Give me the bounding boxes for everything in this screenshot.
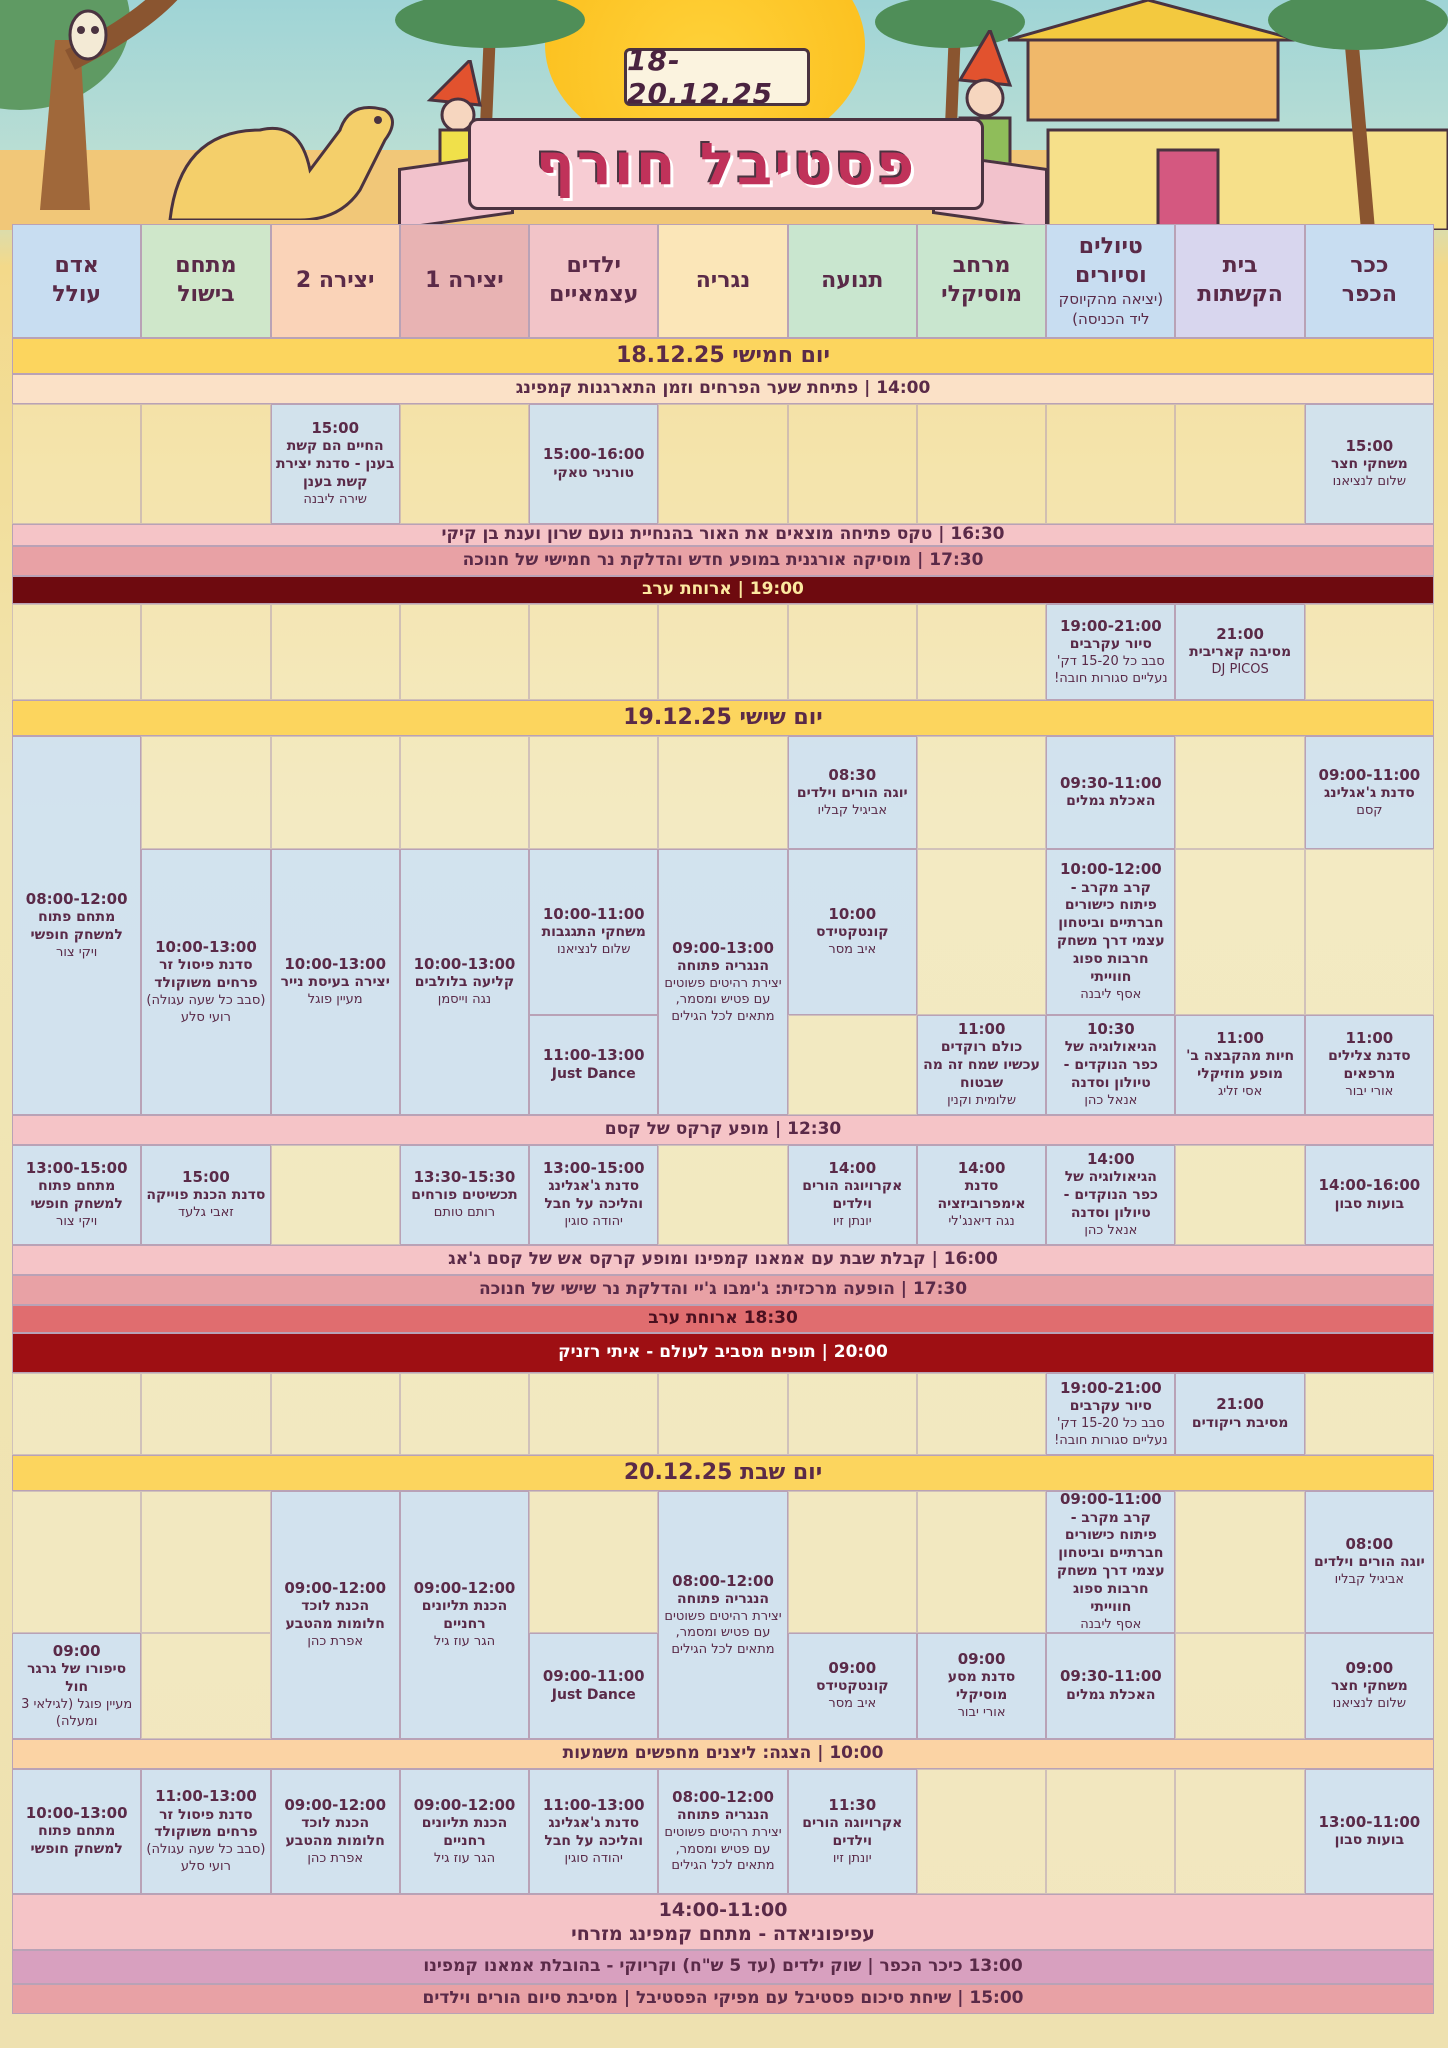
column-header-line2: עצמאיים xyxy=(549,282,639,307)
empty-slot xyxy=(141,1633,270,1739)
event-cell xyxy=(1046,736,1175,849)
event-name: יוגה הורים וילדים xyxy=(1313,1554,1425,1571)
empty-slot xyxy=(1046,404,1175,524)
day-heading: יום שבת 20.12.25 xyxy=(12,1455,1434,1491)
event-name: קרב מקרב - פיתוח כישורים חברתיים וביטחון עצמי דרך משחק חרבות ספוג חווייתי xyxy=(1056,879,1165,986)
event-time: 09:00-12:00 xyxy=(413,1579,516,1598)
empty-slot xyxy=(1175,404,1304,524)
empty-slot xyxy=(788,1373,917,1455)
event-time: 09:00-12:00 xyxy=(284,1795,387,1814)
event-host: שלום לנציאנו xyxy=(1332,1696,1407,1712)
event-host: אפרת כהן xyxy=(307,1850,364,1866)
column-header-line2: וסיורים xyxy=(1075,262,1147,288)
event-name: הגיאולוגיה של כפר הנוקדים - טיולון וסדנה xyxy=(1063,1039,1158,1092)
event-time: 09:00 xyxy=(957,1650,1006,1669)
event-host: אורי יבור xyxy=(957,1705,1006,1721)
event-cell xyxy=(529,404,658,524)
event-host: ויקי צור xyxy=(56,944,98,960)
event-time: 10:30 xyxy=(1086,1020,1135,1039)
announcement-bar: 12:30 | מופע קרקס של קסם xyxy=(12,1115,1434,1145)
event-cell xyxy=(400,1769,529,1894)
column-header-line1: תנועה xyxy=(821,267,884,293)
event-time: 11:30 xyxy=(828,1795,877,1814)
festival-dates: 18-20.12.25 xyxy=(627,44,774,110)
event-time: 09:00 xyxy=(52,1641,101,1660)
event-host: יצירת רהיטים פשוטים עם פטיש ומסמר, מתאים לכל הגילים xyxy=(664,1825,782,1874)
event-time: 11:00-13:00 xyxy=(542,1795,645,1814)
event-cell xyxy=(529,1145,658,1245)
event-cell xyxy=(271,404,400,524)
event-host: שלום לנציאנו xyxy=(1332,474,1407,490)
event-time: 14:00 xyxy=(828,1159,877,1178)
event-cell xyxy=(271,1491,400,1739)
event-host: (סבב כל שעה עגולה) רועי סלע xyxy=(146,1842,266,1874)
column-header-line2: הכפר xyxy=(1341,282,1398,307)
empty-slot xyxy=(1175,1145,1304,1245)
event-name: משחקי חצר xyxy=(1330,456,1408,473)
event-name: מתחם פתוח למשחק חופשי xyxy=(30,1823,123,1858)
empty-slot xyxy=(658,736,787,849)
event-host: יונתן זיו xyxy=(832,1214,872,1230)
event-time: 11:00-13:00 xyxy=(155,1787,257,1806)
column-header-note: (יציאה מהקיוסק ליד הכניסה) xyxy=(1058,290,1164,328)
event-cell xyxy=(917,1145,1046,1245)
event-name: סדנת ג'אגלינג והליכה על חבל xyxy=(544,1178,644,1213)
event-name: משחקי חצר xyxy=(1330,1678,1408,1695)
empty-slot xyxy=(271,1145,400,1245)
empty-slot xyxy=(529,1491,658,1633)
empty-slot xyxy=(658,604,787,700)
event-name: בועות סבון xyxy=(1334,1195,1405,1212)
empty-slot xyxy=(917,1491,1046,1633)
empty-slot xyxy=(917,1769,1046,1894)
event-time: 14:00-16:00 xyxy=(1318,1176,1421,1195)
finale-time: 14:00-11:00 xyxy=(658,1898,788,1921)
announcement-bar: 15:00 | שיחת סיכום פסטיבל עם מפיקי הפסטיבל | מסיבת סיום הורים וילדים xyxy=(12,1984,1434,2014)
event-name: יוגה הורים וילדים xyxy=(796,784,908,801)
event-cell xyxy=(788,1769,917,1894)
event-name: סדנת ג'אגלינג xyxy=(1324,784,1415,801)
empty-slot xyxy=(400,404,529,524)
event-time: 08:00-12:00 xyxy=(25,889,128,908)
event-time: 11:00 xyxy=(1345,1029,1394,1048)
event-cell xyxy=(12,736,141,1115)
empty-slot xyxy=(1046,1769,1175,1894)
empty-slot xyxy=(12,1373,141,1455)
event-host: מעיין פוגל (לגילאי 3 ומעלה) xyxy=(21,1696,133,1729)
event-name: Just Dance xyxy=(551,1065,636,1082)
event-name: קרב מקרב - פיתוח כישורים חברתיים וביטחון עצמי דרך משחק חרבות ספוג חווייתי xyxy=(1056,1509,1165,1616)
event-name: מתחם פתוח למשחק חופשי xyxy=(30,908,123,943)
event-name: משחקי התגגבות xyxy=(541,924,646,941)
event-cell xyxy=(658,849,787,1115)
empty-slot xyxy=(400,736,529,849)
event-cell xyxy=(917,1015,1046,1115)
empty-slot xyxy=(1305,604,1434,700)
schedule-grid xyxy=(12,224,1434,2046)
event-cell xyxy=(400,1145,529,1245)
event-time: 09:00-12:00 xyxy=(284,1579,387,1598)
empty-slot xyxy=(788,404,917,524)
column-header xyxy=(917,224,1046,338)
event-cell xyxy=(658,1491,787,1739)
event-name: כולם רוקדים עכשיו שמח זה מה שבטוח xyxy=(923,1039,1040,1092)
empty-slot xyxy=(658,404,787,524)
event-host: אסף ליבנה xyxy=(1080,1617,1142,1632)
event-name: סדנת פיסול זר פרחים משוקולד xyxy=(154,957,258,991)
event-host: אורי יבור xyxy=(1345,1084,1394,1100)
event-host: שלום לנציאנו xyxy=(556,942,631,958)
event-time: 14:00 xyxy=(957,1159,1006,1178)
announcement-bar: 16:00 | קבלת שבת עם אמאנו קמפינו ומופע קרקס אש של קסם ג'אג xyxy=(12,1245,1434,1275)
column-header xyxy=(1046,224,1175,338)
event-cell xyxy=(1175,604,1304,700)
event-cell xyxy=(1305,1491,1434,1633)
event-name: סיור עקרבים xyxy=(1069,1398,1152,1415)
empty-slot xyxy=(529,1373,658,1455)
column-header xyxy=(400,224,529,338)
event-time: 21:00 xyxy=(1216,1395,1264,1414)
event-cell xyxy=(400,1491,529,1739)
finale-title: עפיפוניאדה - מתחם קמפינג מזרחי xyxy=(571,1923,875,1945)
event-time: 13:00-15:00 xyxy=(542,1159,645,1178)
column-header xyxy=(141,224,270,338)
event-time: 09:00-13:00 xyxy=(672,938,774,957)
event-time: 14:00 xyxy=(1086,1150,1135,1169)
event-cell xyxy=(1046,1491,1175,1633)
empty-slot xyxy=(1175,849,1304,1015)
column-header xyxy=(1305,224,1434,338)
event-time: 13:30-15:30 xyxy=(413,1168,516,1187)
event-time: 15:00 xyxy=(182,1168,230,1187)
empty-slot xyxy=(12,1491,141,1633)
festival-title: פסטיבל חורף xyxy=(535,130,917,198)
event-host: מעיין פוגל xyxy=(307,992,363,1008)
column-header-line1: מרחב xyxy=(952,253,1011,279)
event-time: 09:00-11:00 xyxy=(1318,765,1421,784)
event-name: סיור עקרבים xyxy=(1069,636,1152,653)
event-time: 15:00 xyxy=(1345,437,1394,456)
event-name: סדנת ג'אגלינג והליכה על חבל xyxy=(544,1814,644,1849)
empty-slot xyxy=(917,1373,1046,1455)
empty-slot xyxy=(12,404,141,524)
event-cell xyxy=(658,1769,787,1894)
event-cell xyxy=(1046,1373,1175,1455)
event-host: קסם xyxy=(1356,802,1383,818)
event-host: איב מסר xyxy=(828,942,877,958)
event-name: קונטקטידס xyxy=(815,924,889,941)
event-time: 10:00-11:00 xyxy=(542,905,645,924)
empty-slot xyxy=(400,604,529,700)
announcement-bar: 13:00 כיכר הכפר | שוק ילדים (עד 5 ש"ח) וקריוקי - בהובלת אמאנו קמפינו xyxy=(12,1950,1434,1984)
event-cell xyxy=(788,849,917,1015)
empty-slot xyxy=(271,604,400,700)
event-host: יצירת רהיטים פשוטים עם פטיש ומסמר, מתאים לכל הגילים xyxy=(664,1608,782,1657)
event-name: הכנת לוכד חלומות מהטבע xyxy=(285,1598,385,1633)
announcement-bar: 14:00 | פתיחת שער הפרחים וזמן התארגנות קמפינג xyxy=(12,374,1434,404)
event-host: אפרת כהן xyxy=(307,1634,364,1650)
event-cell xyxy=(1305,404,1434,524)
event-host: אסף ליבנה xyxy=(1080,987,1142,1002)
event-name: אקרויוגה הורים וילדים xyxy=(802,1178,903,1213)
event-name: בועות סבון xyxy=(1334,1832,1405,1849)
event-name: יצירה בעיסת נייר xyxy=(280,974,390,991)
announcement-bar: 19:00 | ארוחת ערב xyxy=(12,576,1434,604)
column-header-line1: טיולים xyxy=(1078,233,1143,259)
event-name: סיפורו של גרגר חול xyxy=(27,1661,127,1695)
event-cell xyxy=(529,849,658,1015)
event-time: 09:00 xyxy=(828,1659,877,1678)
event-name: הגיאולוגיה של כפר הנוקדים - טיולון וסדנה xyxy=(1063,1169,1158,1222)
event-host: שירה ליבנה xyxy=(303,492,367,508)
announcement-bar: 17:30 | הופעה מרכזית: ג'ימבו ג'יי והדלקת נר שישי של חנוכה xyxy=(12,1275,1434,1305)
title-ribbon xyxy=(398,110,1048,220)
event-cell xyxy=(271,849,400,1115)
event-host: סבב כל 15-20 דק' נעליים סגורות חובה! xyxy=(1054,1415,1168,1448)
empty-slot xyxy=(141,604,270,700)
event-cell xyxy=(1175,1373,1304,1455)
event-time: 19:00-21:00 xyxy=(1059,616,1162,635)
announcement-bar: 16:30 | טקס פתיחה מוצאים את האור בהנחיית נועם שרון וענת בן קיקי xyxy=(12,524,1434,546)
empty-slot xyxy=(529,736,658,849)
dates-ribbon xyxy=(596,40,832,110)
event-time: 08:00-12:00 xyxy=(672,1571,774,1590)
column-header-line1: בית הקשתות xyxy=(1197,253,1283,307)
event-cell xyxy=(1046,1145,1175,1245)
empty-slot xyxy=(917,404,1046,524)
event-time: 10:00-13:00 xyxy=(284,955,387,974)
empty-slot xyxy=(141,1491,270,1633)
event-name: הכנת תליונים רחניים xyxy=(421,1598,508,1633)
column-header xyxy=(1175,224,1304,338)
event-cell xyxy=(12,1769,141,1894)
event-host: נגה וייסמן xyxy=(437,992,492,1008)
event-cell xyxy=(788,1145,917,1245)
event-name: קונטקטידס xyxy=(815,1678,889,1695)
event-name: הכנת תליונים רחניים xyxy=(421,1814,508,1849)
event-time: 10:00-13:00 xyxy=(25,1804,128,1822)
event-host: סבב כל 15-20 דק' נעליים סגורות חובה! xyxy=(1054,653,1168,686)
festival-header xyxy=(0,0,1448,225)
column-header-line1: נגריה xyxy=(695,267,751,293)
event-host: אסי זליג xyxy=(1217,1084,1263,1100)
empty-slot xyxy=(400,1373,529,1455)
event-name: תכשיטים פורחים xyxy=(411,1187,518,1204)
event-name: סדנת פיסול זר פרחים משוקולד xyxy=(154,1806,258,1841)
empty-slot xyxy=(658,1145,787,1245)
event-name: האכלת גמלים xyxy=(1066,793,1156,810)
empty-slot xyxy=(658,1373,787,1455)
event-host: איב מסר xyxy=(828,1696,877,1712)
event-name: טורניר טאקי xyxy=(553,464,635,481)
event-name: הכנת לוכד חלומות מהטבע xyxy=(285,1814,385,1849)
event-name: הנגריה פתוחה xyxy=(676,1590,770,1607)
empty-slot xyxy=(788,1491,917,1633)
event-time: 09:00 xyxy=(1345,1659,1394,1678)
event-time: 09:00-12:00 xyxy=(413,1795,516,1814)
event-name: מסיבת ריקודים xyxy=(1191,1414,1289,1431)
column-header xyxy=(271,224,400,338)
column-header xyxy=(658,224,787,338)
day-heading: יום שישי 19.12.25 xyxy=(12,700,1434,736)
event-host: אביגיל קבליו xyxy=(817,802,888,818)
event-cell xyxy=(1175,1015,1304,1115)
event-time: 09:30-11:00 xyxy=(1059,773,1162,792)
event-cell xyxy=(1046,849,1175,1015)
event-time: 10:00-13:00 xyxy=(155,937,257,956)
event-name: מסיבה קאריבית xyxy=(1189,644,1292,661)
column-header-line1: יצירה 1 xyxy=(425,267,504,293)
announcement-bar: 18:30 ארוחת ערב xyxy=(12,1305,1434,1333)
event-host: אנאל כהן xyxy=(1084,1223,1138,1239)
event-cell xyxy=(788,1633,917,1739)
event-time: 11:00 xyxy=(957,1020,1006,1039)
empty-slot xyxy=(917,736,1046,849)
event-host: שלומית וקנין xyxy=(947,1093,1017,1109)
event-cell xyxy=(529,1769,658,1894)
event-name: קליעה בלולבים xyxy=(414,974,515,991)
event-time: 15:00-16:00 xyxy=(542,445,645,464)
event-host: נגה דיאנג'לי xyxy=(948,1214,1015,1230)
empty-slot xyxy=(788,1015,917,1115)
column-header-line1: ילדים xyxy=(566,253,621,279)
event-name: סדנת מסע מוסיקלי xyxy=(947,1669,1016,1704)
announcement-bar: 20:00 | תופים מסביב לעולם - איתי רזניק xyxy=(12,1333,1434,1373)
event-cell xyxy=(1305,736,1434,849)
event-name: הנגריה פתוחה xyxy=(676,1807,770,1824)
finale-block xyxy=(12,1894,1434,1950)
event-cell xyxy=(529,1633,658,1739)
event-cell xyxy=(12,1145,141,1245)
empty-slot xyxy=(141,1373,270,1455)
event-time: 09:30-11:00 xyxy=(1059,1667,1162,1686)
event-time: 10:00-12:00 xyxy=(1059,860,1162,879)
event-host: DJ PICOS xyxy=(1211,662,1269,678)
empty-slot xyxy=(1175,1769,1304,1894)
event-cell xyxy=(1046,604,1175,700)
event-time: 09:00-11:00 xyxy=(542,1667,645,1686)
empty-slot xyxy=(1305,849,1434,1015)
event-cell xyxy=(1305,1015,1434,1115)
column-header-line1: אדם xyxy=(54,253,99,279)
event-time: 11:00 xyxy=(1216,1029,1264,1048)
empty-slot xyxy=(271,736,400,849)
event-time: 21:00 xyxy=(1216,625,1264,644)
event-name: סדנת אימפרוביזציה xyxy=(937,1178,1026,1213)
event-cell xyxy=(788,736,917,849)
event-time: 19:00-21:00 xyxy=(1059,1378,1162,1397)
event-cell xyxy=(141,1769,270,1894)
event-cell xyxy=(917,1633,1046,1739)
event-host: יהודה סוגין xyxy=(564,1214,623,1230)
column-header-line2: עולל xyxy=(52,282,102,307)
event-name: סדנת צלילים מרפאים xyxy=(1328,1048,1411,1083)
announcement-bar: 10:00 | הצגה: ליצנים מחפשים משמעות xyxy=(12,1739,1434,1769)
event-host: יהודה סוגין xyxy=(564,1850,623,1866)
event-cell xyxy=(1046,1015,1175,1115)
event-cell xyxy=(529,1015,658,1115)
event-time: 09:00-11:00 xyxy=(1059,1491,1162,1509)
event-host: רותם טותם xyxy=(433,1205,496,1221)
empty-slot xyxy=(1305,1373,1434,1455)
event-time: 08:00-12:00 xyxy=(672,1788,774,1807)
empty-slot xyxy=(141,736,270,849)
event-time: 08:30 xyxy=(828,765,877,784)
event-cell xyxy=(141,1145,270,1245)
event-time: 08:00 xyxy=(1345,1535,1394,1554)
event-host: אנאל כהן xyxy=(1084,1093,1138,1109)
event-time: 15:00 xyxy=(311,419,360,438)
empty-slot xyxy=(271,1373,400,1455)
column-header-line1: ככר xyxy=(1350,253,1389,279)
event-host: ויקי צור xyxy=(56,1214,98,1230)
event-name: מתחם פתוח למשחק חופשי xyxy=(30,1178,123,1213)
empty-slot xyxy=(917,849,1046,1015)
event-cell xyxy=(12,1633,141,1739)
column-header-line1: יצירה 2 xyxy=(295,267,375,293)
event-host: אביגיל קבליו xyxy=(1334,1572,1405,1588)
event-host: יונתן זיו xyxy=(832,1850,872,1866)
event-name: האכלת גמלים xyxy=(1066,1686,1156,1703)
empty-slot xyxy=(12,604,141,700)
event-name: חיות מהקבצה ב' מופע מוזיקלי xyxy=(1186,1048,1295,1083)
column-header-line2: מוסיקלי xyxy=(941,282,1022,307)
event-name: Just Dance xyxy=(551,1686,636,1703)
announcement-bar: 17:30 | מוסיקה אורגנית במופע חדש והדלקת נר חמישי של חנוכה xyxy=(12,546,1434,576)
event-time: 11:00-13:00 xyxy=(542,1046,645,1065)
column-header xyxy=(12,224,141,338)
event-cell xyxy=(141,849,270,1115)
event-time: 13:00-11:00 xyxy=(1318,1812,1421,1831)
column-header xyxy=(529,224,658,338)
empty-slot xyxy=(529,604,658,700)
empty-slot xyxy=(917,604,1046,700)
event-cell xyxy=(1305,1633,1434,1739)
empty-slot xyxy=(141,404,270,524)
column-header-line1: מתחם xyxy=(175,253,237,279)
event-host: הגר עוז גיל xyxy=(433,1850,496,1866)
empty-slot xyxy=(1175,1633,1304,1739)
event-time: 13:00-15:00 xyxy=(25,1159,128,1178)
event-name: סדנת הכנת פוייקה xyxy=(146,1187,266,1204)
event-cell xyxy=(271,1769,400,1894)
event-name: החיים הם קשת בענן - סדנת יצירת קשת בענן xyxy=(275,438,395,491)
event-cell xyxy=(1305,1769,1434,1894)
event-host: יצירת רהיטים פשוטים עם פטיש ומסמר, מתאים לכל הגילים xyxy=(664,975,782,1024)
event-cell xyxy=(1305,1145,1434,1245)
column-header-line2: בישול xyxy=(177,282,235,307)
event-cell xyxy=(400,849,529,1115)
event-host: זאבי גלעד xyxy=(178,1205,234,1221)
event-cell xyxy=(1046,1633,1175,1739)
event-name: הנגריה פתוחה xyxy=(676,957,770,974)
empty-slot xyxy=(1175,1491,1304,1633)
event-time: 10:00 xyxy=(828,905,877,924)
empty-slot xyxy=(1175,736,1304,849)
empty-slot xyxy=(788,604,917,700)
event-host: (סבב כל שעה עגולה) רועי סלע xyxy=(146,992,266,1025)
column-header xyxy=(788,224,917,338)
event-time: 10:00-13:00 xyxy=(413,955,516,974)
event-name: אקרויוגה הורים וילדים xyxy=(802,1814,903,1849)
event-host: הגר עוז גיל xyxy=(433,1634,496,1650)
day-heading: יום חמישי 18.12.25 xyxy=(12,338,1434,374)
